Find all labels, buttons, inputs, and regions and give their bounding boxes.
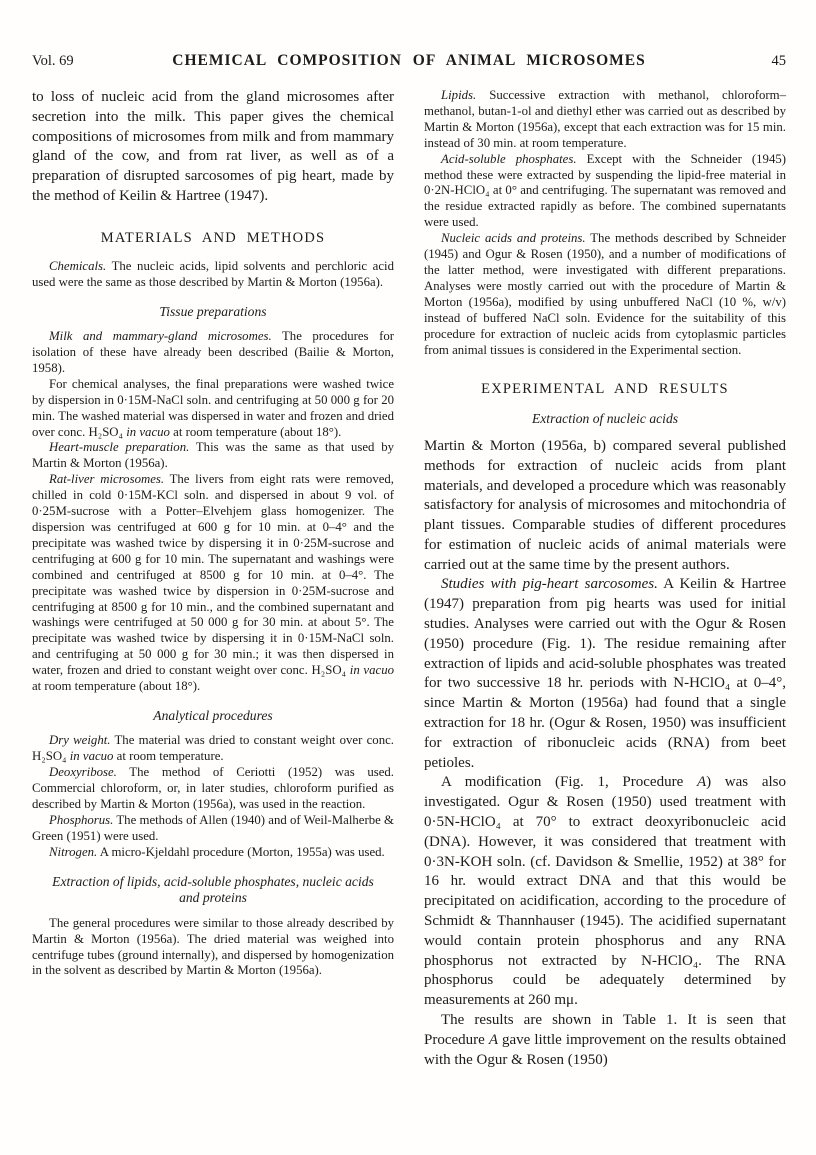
experimental-and-results-heading: EXPERIMENTAL AND RESULTS bbox=[481, 381, 729, 398]
materials-and-methods-heading: MATERIALS AND METHODS bbox=[100, 229, 326, 246]
text-run: to loss of nucleic acid from the gland microsomes after secretion into the milk. This paper gives the chemical compositions of microsomes from milk and from mammary gland of the cow, and from rat liver, as well as of a preparation of disrupted sarcosomes of pig heart, made by the method of Keilin & Hartree (1947). bbox=[32, 89, 394, 204]
text-run: at room temperature (about 18°). bbox=[32, 679, 201, 694]
italic-text-run: Nitrogen. bbox=[49, 844, 98, 859]
text-run: at room temperature. bbox=[113, 749, 224, 764]
text-run: Successive extraction with methanol, chloroform–methanol, butan-1-ol and diethyl ether was carried out as described by Martin & Morton (1956a), except that each extraction was for 15 min. instead of 30 min. at room temperature. bbox=[424, 88, 786, 150]
text-run: Except with the Schneider (1945) method these were extracted by suspending the lipid-free material in 0·2N-HClO₄ at 0° and centrifuging. The supernatant was removed and the residue extracted rapidly as before. The combined supernatants were used. bbox=[424, 151, 786, 230]
right-column bbox=[424, 88, 786, 1070]
extraction-lipids-subheading: Extraction of lipids, acid-soluble phosphates, nucleic acids and proteins bbox=[52, 873, 374, 906]
pig-heart-studies-paragraph bbox=[424, 575, 786, 773]
page-header bbox=[32, 52, 786, 70]
italic-text-run: in vacuo bbox=[349, 663, 394, 678]
page-number: 45 bbox=[771, 53, 786, 69]
nitrogen-paragraph bbox=[32, 845, 394, 861]
text-run: For chemical analyses, the final preparations were washed twice by dispersion in 0·15M-NaCl soln. and centrifuging at 50 000 g for 20 min. The washed material was dispersed in water and frozen and dried over conc. H₂SO₄ bbox=[32, 376, 394, 439]
text-run: A modification (Fig. 1, Procedure bbox=[441, 774, 697, 791]
text-run: The methods of Allen (1940) and of Weil-Malherbe & Green (1951) were used. bbox=[32, 812, 394, 843]
italic-text-run: Dry weight. bbox=[49, 733, 111, 748]
italic-text-run: Studies with pig-heart sarcosomes. bbox=[441, 576, 658, 593]
text-run: A micro-Kjeldahl procedure (Morton, 1955a) was used. bbox=[97, 844, 385, 859]
text-run: ) was also investigated. Ogur & Rosen (1950) used treatment with 0·5N-HClO₄ at 70° to extract deoxyribonucleic acid (DNA). However, it was considered that treatment with 0·3N-KOH soln. (cf. Davidson & Smellie, 1952) at 38° for 16 hr. would extract DNA and that this would be precipitated on acidification, according to the procedure of Schmidt & Thannhauser (1945). The acidified supernatant would contain protein phosphorus and any RNA phosphorus not extracted by N-HClO₄. The RNA phosphorus could be adequately determined by measurements at 260 mμ. bbox=[424, 774, 786, 1009]
deoxyribose-paragraph bbox=[32, 765, 394, 813]
two-column-body bbox=[32, 88, 786, 1070]
results-table1-paragraph bbox=[424, 1011, 786, 1070]
text-run: Martin & Morton (1956a, b) compared several published methods for extraction of nucleic acids from plant materials, and developed a procedure which was reasonably satisfactory for analysis of microsomes and mitochondria of plant tissues. Comparable studies of different procedures for estimation of nucleic acids of animal materials were carried out at the same time by the present authors. bbox=[424, 437, 786, 573]
text-run: The material was dried to constant weight over conc. H₂SO₄ bbox=[32, 733, 394, 764]
heart-muscle-paragraph bbox=[32, 440, 394, 472]
text-run: The procedures for isolation of these have already been described (Bailie & Morton, 1958). bbox=[32, 329, 394, 375]
italic-text-run: A bbox=[488, 1031, 498, 1048]
volume-label: Vol. 69 bbox=[32, 53, 74, 69]
italic-text-run: Phosphorus. bbox=[49, 812, 114, 827]
text-run: A Keilin & Hartree (1947) preparation from pig hearts was used for initial studies. Analyses were carried out with the Ogur & Rosen (1950) procedure (Fig. 1). The residue remaining after extraction of lipids and acid-soluble phosphates was treated for two successive 18 hr. periods with N-HClO₄ at 0–4°, since Martin & Morton (1956a) had found that a single extraction for 18 hr. (Ogur & Rosen, 1950) was insufficient for extraction of ribonucleic acids (RNA) from beet petioles. bbox=[424, 576, 787, 771]
text-run: The general procedures were similar to those already described by Martin & Morton (1956a). The dried material was weighed into centrifuge tubes (ground internally), and dispersed by homogenization in the solvent as described by Martin & Morton (1956a). bbox=[32, 915, 394, 978]
running-title: CHEMICAL COMPOSITION OF ANIMAL MICROSOMES bbox=[172, 52, 646, 69]
italic-text-run: Milk and mammary-gland microsomes. bbox=[49, 329, 272, 344]
dry-weight-paragraph bbox=[32, 733, 394, 765]
phosphorus-paragraph bbox=[32, 813, 394, 845]
intro-paragraph bbox=[32, 88, 394, 207]
italic-text-run: in vacuo bbox=[126, 424, 170, 439]
italic-text-run: Deoxyribose. bbox=[49, 765, 117, 780]
rat-liver-paragraph bbox=[32, 472, 394, 695]
general-procedures-paragraph bbox=[32, 916, 394, 980]
text-run: gave little improvement on the results obtained with the Ogur & Rosen (1950) bbox=[424, 1031, 786, 1068]
italic-text-run: Rat-liver microsomes. bbox=[49, 472, 165, 487]
chemical-analyses-paragraph bbox=[32, 377, 394, 441]
martin-morton-comparison-paragraph bbox=[424, 437, 786, 576]
italic-text-run: Acid-soluble phosphates. bbox=[441, 151, 577, 166]
italic-text-run: A bbox=[696, 774, 707, 791]
text-run: The livers from eight rats were removed, chilled in cold 0·15M-KCl soln. and dispersed in about 9 vol. of 0·25M-sucrose with a Potter–Elvehjem glass homogenizer. The dispersion was centrifuged at 600 g for 10 min. at 0–4° and the precipitate was washed twice by dispersing it in 0·25M-sucrose and centrifuging at 600 g for 10 min. The supernatant and washings were combined and centrifuged at 8500 g for 10 min. at 0–4°. The precipitate was washed twice by dispersion in 0·25M-sucrose and centrifuging at 8500 g for 10 min., and the combined supernatant and washings were centrifuged at 50 000 g for 30 min. at about 5°. The precipitate was washed twice by dispersing it in 0·15M-NaCl soln. and centrifuging at 50 000 g for 30 min.; it was then dispersed in water, frozen and dried to constant weight over conc. H₂SO₄ bbox=[32, 472, 395, 678]
text-run: The results are shown in Table 1. It is seen that Procedure bbox=[424, 1012, 786, 1048]
text-run: This was the same as that used by Martin & Morton (1956a). bbox=[32, 440, 395, 471]
italic-text-run: Heart-muscle preparation. bbox=[49, 440, 190, 455]
text-run: at room temperature (about 18°). bbox=[169, 424, 342, 439]
extraction-nucleic-acids-subheading: Extraction of nucleic acids bbox=[531, 411, 679, 427]
chemicals-paragraph bbox=[32, 259, 394, 291]
italic-text-run: Chemicals. bbox=[49, 258, 107, 273]
italic-text-run: in vacuo bbox=[69, 749, 114, 764]
tissue-preparations-subheading: Tissue preparations bbox=[159, 303, 267, 319]
modification-paragraph bbox=[424, 773, 786, 1011]
italic-text-run: Nucleic acids and proteins. bbox=[441, 231, 586, 246]
milk-microsomes-paragraph bbox=[32, 329, 394, 377]
analytical-procedures-subheading: Analytical procedures bbox=[153, 707, 273, 723]
lipids-paragraph bbox=[424, 88, 786, 152]
acid-soluble-phosphates-paragraph bbox=[424, 152, 786, 232]
italic-text-run: Lipids. bbox=[441, 88, 477, 102]
nucleic-acids-proteins-paragraph bbox=[424, 231, 786, 358]
text-run: The method of Ceriotti (1952) was used. Commercial chloroform, or, in later studies, chloroform purified as described by Martin & Morton (1956a), was used in the reaction. bbox=[32, 765, 394, 812]
left-column bbox=[32, 88, 394, 1070]
text-run: The nucleic acids, lipid solvents and perchloric acid used were the same as those described by Martin & Morton (1956a). bbox=[32, 258, 394, 289]
text-run: The methods described by Schneider (1945) and Ogur & Rosen (1950), and a number of modifications of the latter method, were investigated with different preparations. Analyses were mostly carried out with the procedure of Martin & Morton (1956a), modified by using unbuffered NaCl (10 %, w/v) instead of buffered NaCl soln. Evidence for the suitability of this procedure for extraction of nucleic acids from cytoplasmic particles from animal tissues is considered in the Experimental section. bbox=[424, 231, 786, 357]
